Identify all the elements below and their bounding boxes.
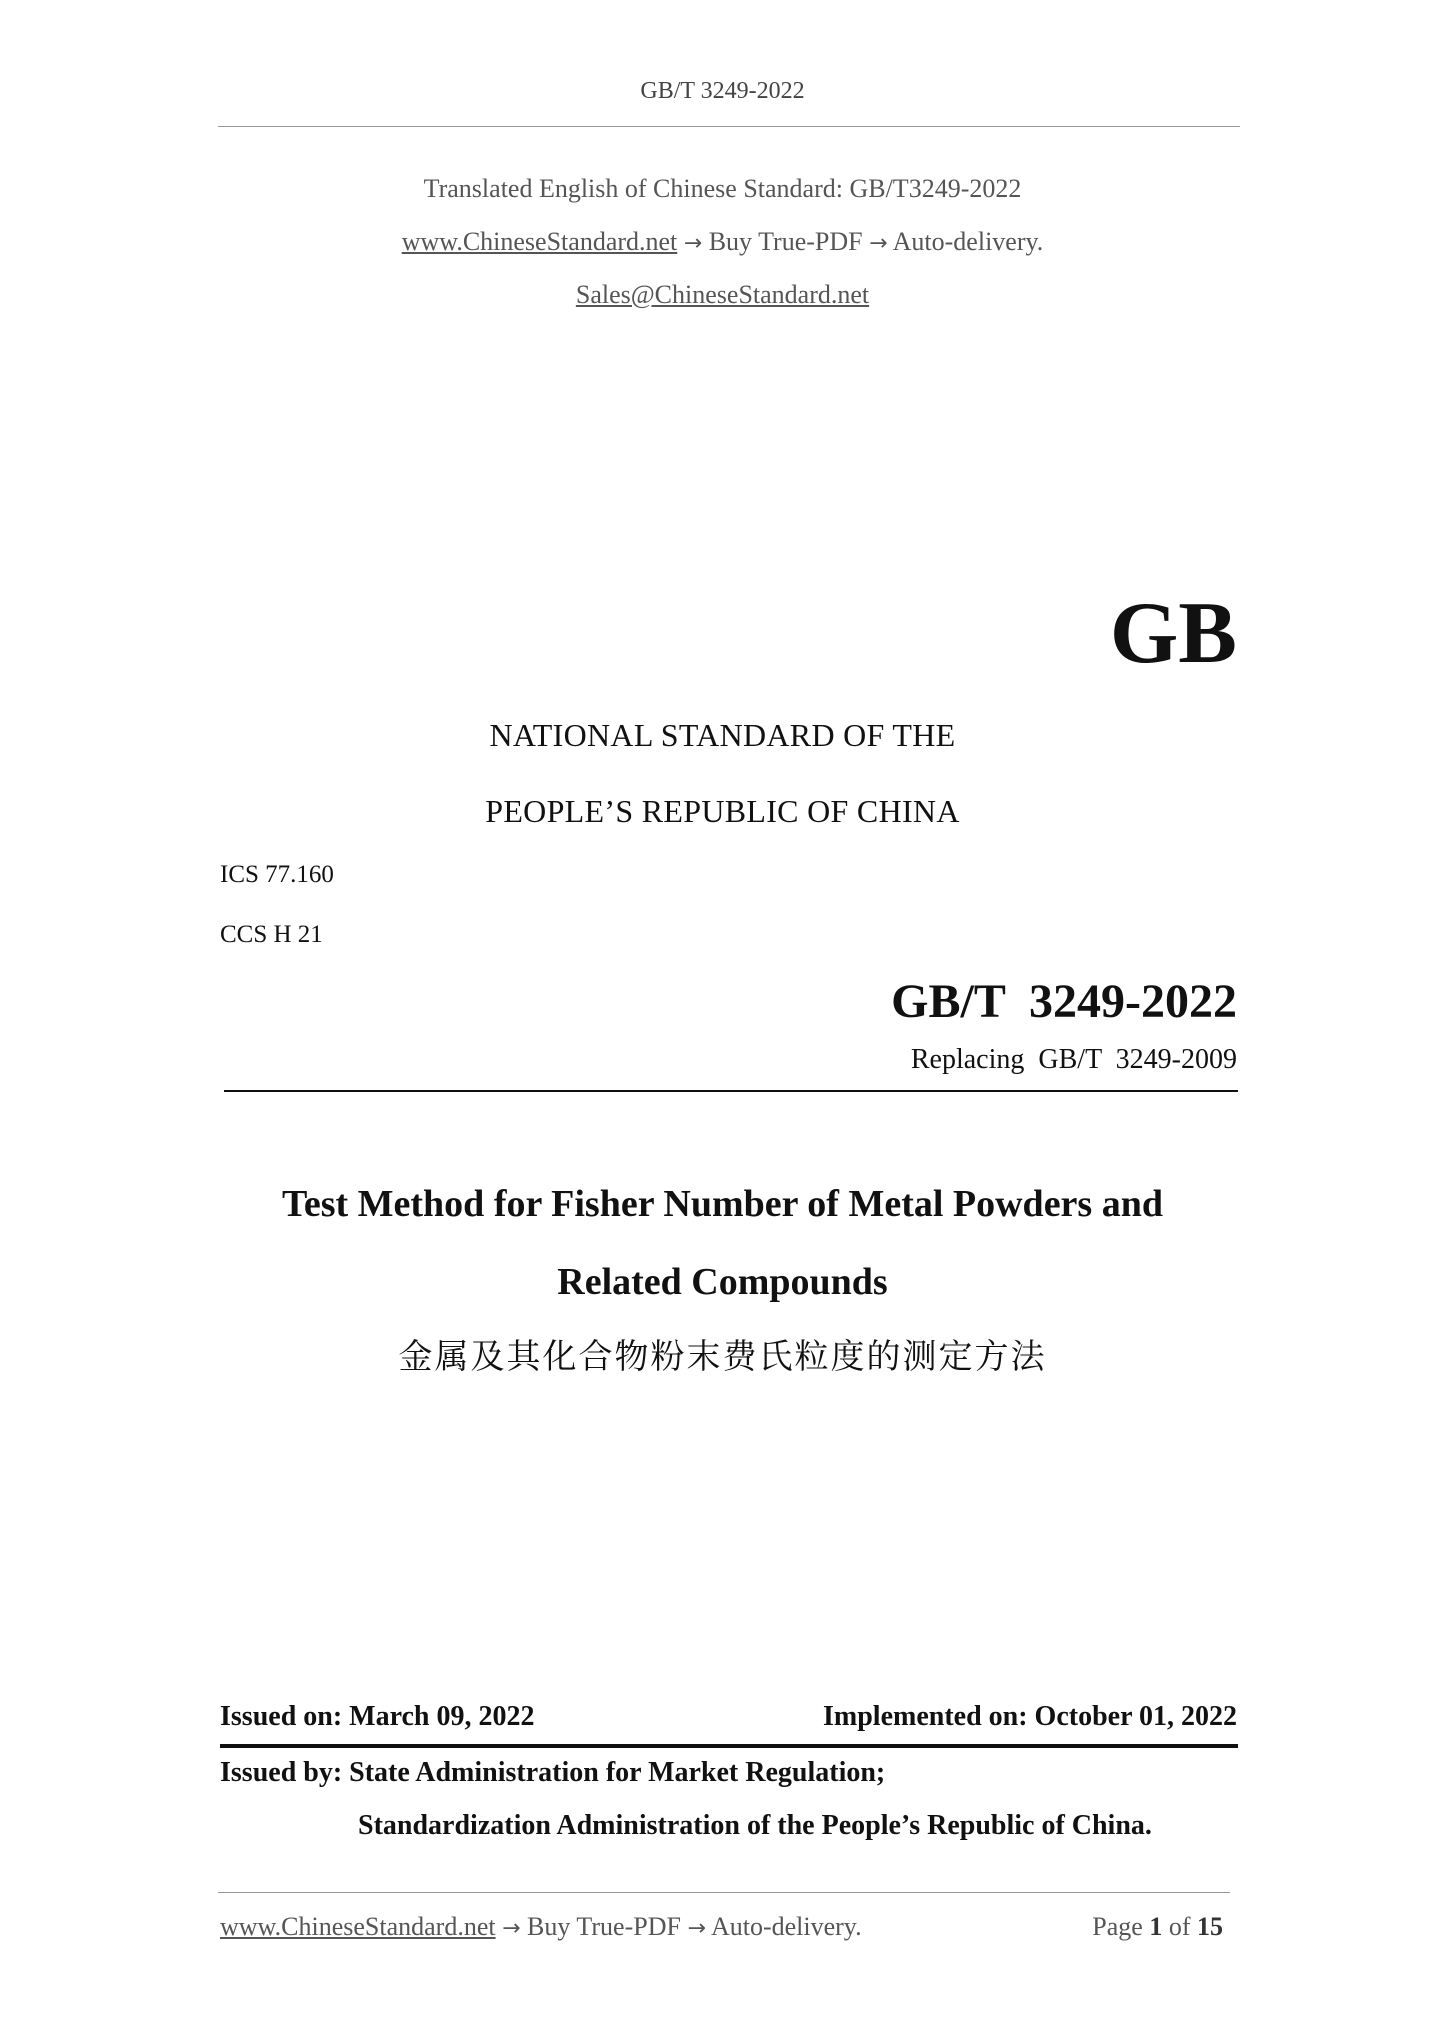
implemented-on-date: Implemented on: October 01, 2022 bbox=[823, 1701, 1237, 1732]
issued-on-date: Issued on: March 09, 2022 bbox=[220, 1701, 535, 1732]
site-link[interactable]: www.ChineseStandard.net bbox=[401, 227, 678, 256]
translated-notice: Translated English of Chinese Standard: GB/T3249-2022 bbox=[423, 174, 1022, 203]
issue-divider bbox=[220, 1744, 1238, 1748]
title-line1: Test Method for Fisher Number of Metal Powders and bbox=[282, 1183, 1163, 1225]
page-total: 15 bbox=[1197, 1912, 1223, 1941]
auto-delivery-text: Auto-delivery. bbox=[892, 227, 1044, 256]
issued-by-line2: Standardization Administration of the People’s Republic of China. bbox=[358, 1810, 1152, 1841]
footer-divider bbox=[218, 1892, 1230, 1893]
national-standard-line1: NATIONAL STANDARD OF THE bbox=[489, 717, 956, 753]
sales-line bbox=[0, 282, 1445, 308]
arrow-right-icon: → bbox=[683, 231, 703, 256]
page-number: 1 bbox=[1149, 1912, 1163, 1941]
ics-code: ICS 77.160 bbox=[220, 861, 334, 888]
footer-site-link[interactable]: www.ChineseStandard.net bbox=[220, 1912, 496, 1941]
ccs-code: CCS H 21 bbox=[220, 921, 323, 948]
issued-by-line1: Issued by: State Administration for Market Regulation; bbox=[220, 1757, 886, 1788]
footer-auto-text: Auto-delivery. bbox=[710, 1912, 862, 1941]
buy-true-pdf-text: Buy True-PDF bbox=[708, 227, 863, 256]
running-header: GB/T 3249-2022 bbox=[640, 78, 805, 104]
arrow-right-icon: → bbox=[502, 1916, 521, 1941]
gb-mark: GB bbox=[1109, 585, 1237, 682]
sales-email-link[interactable]: Sales@ChineseStandard.net bbox=[575, 280, 870, 309]
footer-promo bbox=[220, 1914, 862, 1940]
arrow-right-icon: → bbox=[869, 231, 888, 256]
of-label: of bbox=[1168, 1912, 1191, 1941]
page-label: Page bbox=[1092, 1912, 1143, 1941]
title-chinese: 金属及其化合物粉末费氏粒度的测定方法 bbox=[398, 1337, 1047, 1377]
header-divider bbox=[218, 126, 1240, 127]
promo-line bbox=[0, 229, 1445, 255]
title-line2: Related Compounds bbox=[557, 1261, 888, 1303]
national-standard-line2: PEOPLE’S REPUBLIC OF CHINA bbox=[485, 793, 960, 829]
footer-buy-text: Buy True-PDF bbox=[527, 1912, 681, 1941]
standard-number: GB/T 3249-2022 bbox=[891, 975, 1237, 1028]
page-indicator bbox=[1092, 1914, 1223, 1940]
replacing-note: Replacing GB/T 3249-2009 bbox=[910, 1044, 1237, 1075]
arrow-right-icon: → bbox=[687, 1916, 706, 1941]
standard-number-divider bbox=[224, 1090, 1238, 1092]
